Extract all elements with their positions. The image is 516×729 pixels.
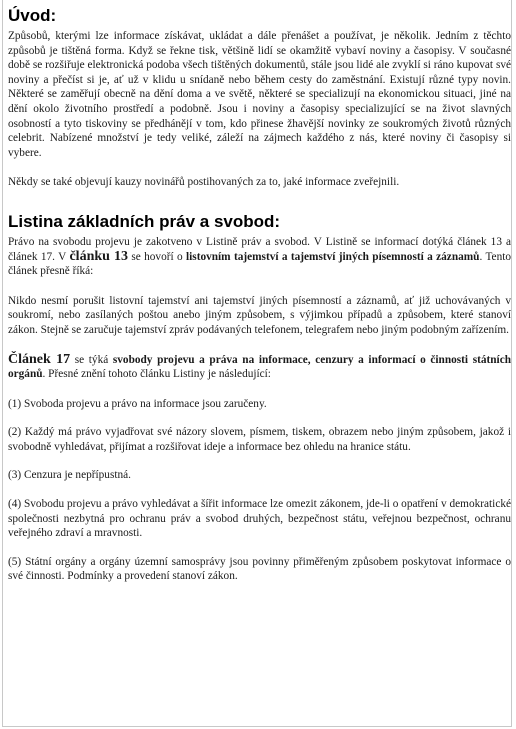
bold-text: svobody projevu a práva na informace, cenzury a informací o činnosti státních orgánů xyxy=(8,353,511,381)
text-run: . Tento článek přesně říká: xyxy=(8,250,512,278)
article-17-point-4: (4) Svobodu projevu a právo vyhledávat a šířit informace lze omezit zákonem, jde-li o opatření v demokratické společnosti nezbytná pro ochranu práv a svobod druhých, bezpečnost státu, veřejnou bezpečnost, ochranu veřejného zdraví a mravnosti. xyxy=(8,498,511,540)
bold-text: listovním tajemství a tajemství jiných písemností a záznamů xyxy=(186,250,480,263)
text-run: . Přesné znění tohoto článku Listiny je následující: xyxy=(42,368,271,381)
article-13-ref: článku 13 xyxy=(69,248,128,264)
heading-listina: Listina základních práv a svobod: xyxy=(8,211,281,231)
text-run: se týká xyxy=(70,353,113,366)
article-17-point-2: (2) Každý má právo vyjadřovat své názory slovem, písmem, tiskem, obrazem nebo jiným způsobem, jakož i svobodně vyhledávat, přijímat a rozšiřovat ideje a informace bez ohledu na hranice státu. xyxy=(8,426,511,453)
article-17-ref: Článek 17 xyxy=(8,351,71,367)
article-17-point-5: (5) Státní orgány a orgány územní samosprávy jsou povinny přiměřeným způsobem poskytovat informace o své činnosti. Podmínky a provedení stanoví zákon. xyxy=(8,555,511,583)
paragraph-article-17-intro xyxy=(8,353,511,382)
article-17-point-1: (1) Svoboda projevu a právo na informace jsou zaručeny. xyxy=(8,397,267,410)
document-content xyxy=(8,6,511,598)
paragraph-kauzy: Někdy se také objevují kauzy novinářů postihovaných za to, jaké informace zveřejnili. xyxy=(8,176,400,189)
paragraph-article-13-quote: Nikdo nesmí porušit listovní tajemství ani tajemství jiných písemností a záznamů, ať již uchovávaných v soukromí, nebo zasílaných poštou anebo jiným způsobem, s výjimkou případů a způsobem, které stanoví zákon. Stejně se zaručuje tajemství zpráv podávaných telefonem, telegrafem nebo jiným podobným zařízením. xyxy=(8,294,511,336)
heading-uvod: Úvod: xyxy=(8,6,57,25)
paragraph-listina-intro xyxy=(8,235,511,279)
document-page xyxy=(2,0,512,727)
text-run: Právo na svobodu projevu je zakotveno v Listině práv a svobod. V Listině se informací dotýká článek 13 a článek 17. V xyxy=(8,235,511,263)
paragraph-intro: Způsobů, kterými lze informace získávat, ukládat a dále přenášet a používat, je několik. Jedním z těchto způsobů je tištěná forma. Když se řekne tisk, většině lidí se okamžitě vybaví noviny a časopisy. V současné době se rozšiřuje elektronická podoba všech tištěných dokumentů, stále jsou lidé ale zvyklí si ráno kupovat své noviny a přečíst si je, ať už v klidu u snídaně nebo během cesty do zaměstnání. Existují různé typy novin. Některé se zaměřují obecně na dění doma a ve světě, některé se specializují na ekonomickou situaci, jiné na dění okolo životního prostředí a podobně. Jsou i noviny a časopisy specializující se na život slavných osobností a tyto tiskoviny se předhánějí v tom, kdo přinese žhavější novinky ze soukromých životů různých celebrit. Nabízené množství je tedy veliké, záleží na zájmech každého z nás, které noviny či časopisy si vybere. xyxy=(8,30,511,159)
article-17-point-3: (3) Cenzura je nepřípustná. xyxy=(8,469,131,482)
text-run: se hovoří o xyxy=(127,250,187,263)
